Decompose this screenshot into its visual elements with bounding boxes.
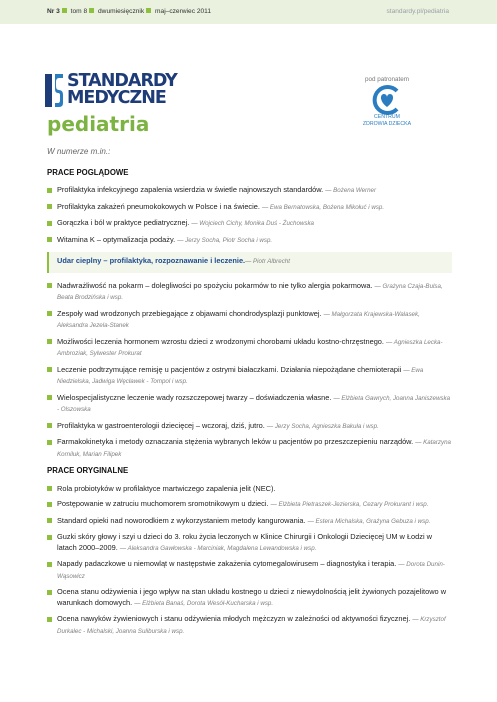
highlight-article[interactable] [47,252,452,273]
bullet-square-icon [47,339,52,344]
bullet-square-icon [47,590,52,595]
article-authors: — Grażyna Czaja-Bulsa, Beata Brodzińska i wsp. [57,282,443,301]
article-authors: — Ewa Niedzielska, Jadwiga Węcławek - Tompol i wsp. [57,366,424,385]
bullet-square-icon [47,617,52,622]
article-authors: — Jerzy Socha, Agnieszka Bakuła i wsp. [266,422,379,430]
separator-square-icon [62,8,67,13]
bullet-square-icon [47,367,52,372]
article-title: Wielospecjalistyczne leczenie wady rozszczepowej twarzy – doświadczenia własne. [57,392,332,402]
article-item[interactable] [47,337,452,360]
contents-intro: W numerze m.in.: [47,147,111,156]
article-title: Rola probiotyków w profilaktyce martwiczego zapalenia jelit (NEC). [57,483,276,493]
article-title: Udar cieplny – profilaktyka, rozpoznawanie i leczenie. [57,256,246,265]
article-authors: — Piotr Albrecht [245,258,290,265]
bullet-square-icon [47,283,52,288]
logo-mark-icon [45,74,63,107]
patronage-block [355,76,419,127]
bullet-square-icon [47,423,52,428]
logo-line-1: STANDARDY [67,71,177,91]
article-authors: — Katarzyna Korniluk, Marian Filipek [57,439,451,458]
article-title: Farmakokinetyka i metody oznaczania stężenia wybranych leków u pacjentów po przeszczepieniu narządów. [57,437,414,446]
article-item[interactable] [47,614,452,637]
bullet-square-icon [47,204,52,209]
czd-heart-logo-icon [371,85,403,115]
article-authors: — Bożena Werner [325,187,377,194]
article-item[interactable] [47,202,452,214]
issue-date: maj–czerwiec 2011 [155,8,211,15]
journal-logo [45,71,245,110]
article-item[interactable] [47,309,452,332]
article-title: Guzki skóry głowy i szyi u dzieci do 3. roku życia leczonych w Klinice Chirurgii i Onkologii Dziecięcej UM w Łodzi w latach 2000–2009. [57,532,432,552]
patronage-label: pod patronatem [364,76,410,83]
table-of-contents [47,147,452,642]
issue-volume: tom 8 [70,8,88,15]
article-authors: — Jerzy Socha, Piotr Socha i wsp. [177,236,273,244]
article-item[interactable] [47,281,452,304]
article-title: Nadwrażliwość na pokarm – dolegliwości po spożyciu pokarmów to nie tylko alergia pokarmowa. [57,280,373,290]
bullet-square-icon [47,562,52,567]
header-bar [0,0,497,24]
article-item[interactable] [47,532,452,554]
bullet-square-icon [47,502,52,507]
bullet-square-icon [47,221,52,226]
article-title: Ocena stanu odżywienia i jego wpływ na stan układu kostnego u dzieci z niewydolnością jelit żywionych pozajelitowo w warunkach domowych. [57,587,447,607]
journal-subtitle: pediatria [47,112,150,136]
article-authors: — Wojciech Cichy, Monika Duś - Żuchowska [191,220,314,227]
bullet-square-icon [47,440,52,445]
article-item[interactable] [47,365,452,388]
article-item[interactable] [47,235,452,247]
article-authors: — Ewa Bernatowska, Bożena Mikołuć i wsp. [262,203,385,211]
article-title: Standard opieki nad noworodkiem z wykorzystaniem metody kangurowania. [57,515,306,525]
article-item[interactable] [47,587,452,609]
article-title: Napady padaczkowe u niemowląt w następstwie zakażenia cytomegalowirusem – diagnostyka i terapia. [57,559,397,568]
bullet-square-icon [47,237,52,242]
article-title: Witamina K – optymalizacja podaży. [57,234,176,244]
article-title: Profilaktyka w gastroenterologii dziecięcej – wczoraj, dziś, jutro. [57,420,265,430]
article-authors: — Krzysztof Durkalec - Michalski, Joanna Suliburska i wsp. [57,616,446,635]
article-item[interactable] [47,185,452,197]
article-authors: — Dorota Dunin-Wąsowicz [57,561,445,580]
article-item[interactable] [47,484,452,495]
bullet-square-icon [47,535,52,540]
article-title: Leczenie podtrzymujące remisję u pacjentów z ostrymi białaczkami. Działania niepożądane chemioterapii [57,364,402,374]
bullet-square-icon [47,188,52,193]
bullet-square-icon [47,486,52,491]
article-authors: — Małgorzata Krajewska-Walasek, Aleksandra Jezela-Stanek [57,310,420,329]
article-item[interactable] [47,437,452,460]
article-title: Możliwości leczenia hormonem wzrostu dzieci z wrodzonymi chorobami układu kostno-chrzęstnego. [57,336,384,346]
section-heading-original: PRACE ORYGINALNE [47,466,129,475]
article-authors: — Aleksandra Gawłowska - Marciniak, Magdalena Lewandowska i wsp. [119,544,317,552]
article-item[interactable] [47,218,452,230]
article-title: Postępowanie w zatruciu muchomorem sromotnikowym u dzieci. [57,499,269,508]
article-item[interactable] [47,499,452,511]
article-authors: — Elżbieta Gawrych, Joanna Janiszewska - Olszowska [57,394,451,413]
article-title: Gorączka i ból w praktyce pediatrycznej. [57,218,190,227]
patronage-org-line-2: ZDROWIA DZIECKA [362,120,412,127]
article-item[interactable] [47,421,452,433]
patronage-org-line-1: CENTRUM [374,114,400,120]
article-authors: — Elżbieta Banaś, Dorota Wesół-Kucharska i wsp. [134,599,274,607]
article-title: Profilaktyka infekcyjnego zapalenia wsierdzia w świetle najnowszych standardów. [57,185,324,194]
article-authors: — Agnieszka Lecka-Ambroziak, Sylwester Prokurat [57,338,443,357]
separator-square-icon [89,8,94,13]
website-link[interactable]: standardy.pl/pediatria [386,8,449,15]
separator-square-icon [146,8,151,13]
bullet-square-icon [47,518,52,523]
article-item[interactable] [47,559,452,582]
issue-number: Nr 3 [47,8,60,15]
article-item[interactable] [47,393,452,416]
issue-frequency: dwumiesięcznik [98,8,145,15]
bullet-square-icon [47,395,52,400]
article-authors: — Estera Michalska, Grażyna Gebuza i wsp. [307,517,431,525]
bullet-square-icon [47,311,52,316]
issue-info [47,0,211,24]
article-item[interactable] [47,516,452,528]
article-title: Ocena nawyków żywieniowych i stanu odżywienia młodych mężczyzn w zależności od aktywności fizycznej. [57,614,411,623]
section-heading-review: PRACE POGLĄDOWE [47,167,129,177]
article-authors: — Elżbieta Pietraszek-Jezierska, Cezary Prokurant i wsp. [270,501,429,508]
patronage-organization [361,114,413,127]
article-title: Profilaktyka zakażeń pneumokokowych w Polsce i na świecie. [57,201,260,211]
logo-line-2: MEDYCZNE [67,88,166,108]
article-title: Zespoły wad wrodzonych przebiegające z objawami chondrodysplazji punktowej. [57,308,322,318]
